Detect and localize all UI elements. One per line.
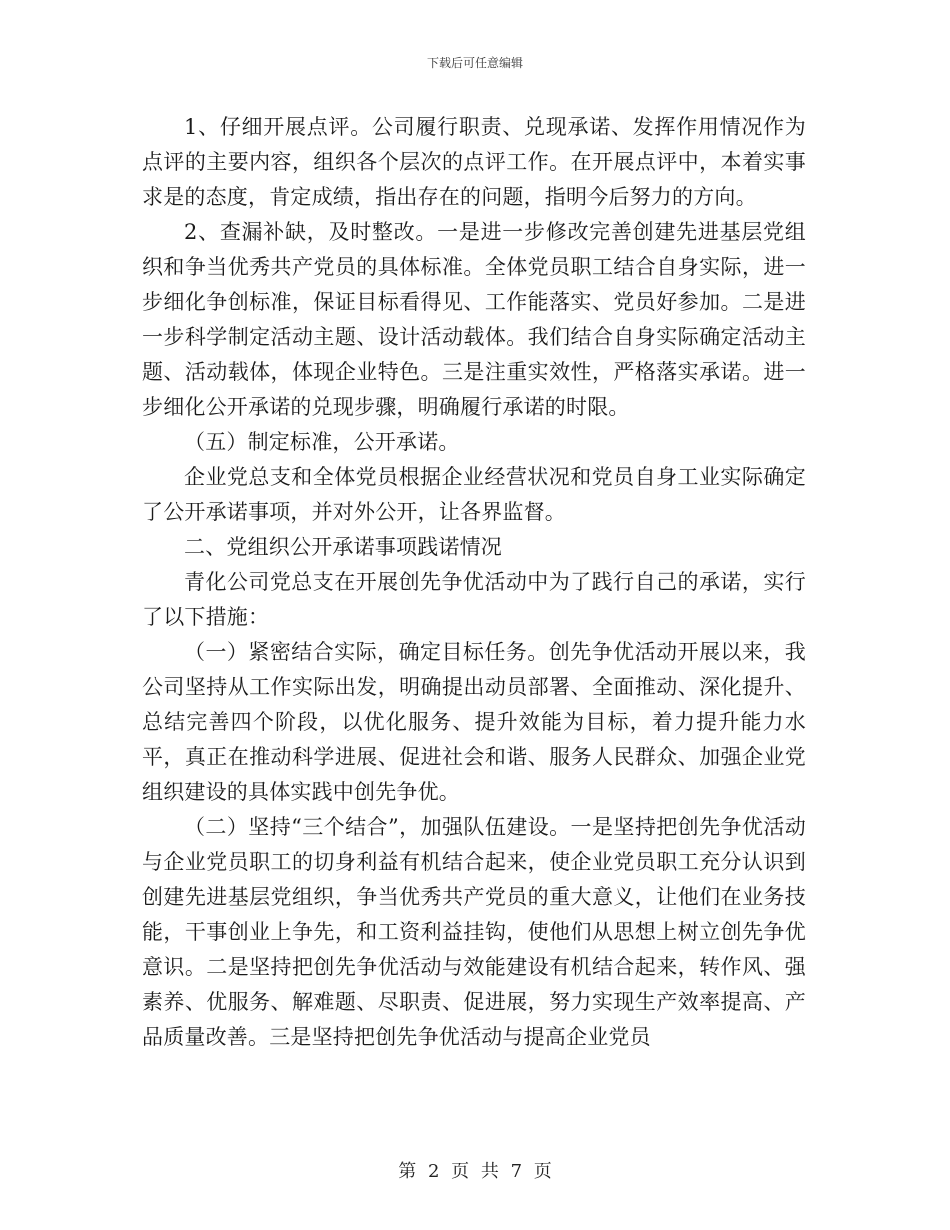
page-header-note: 下载后可任意编辑 [426,56,523,70]
page-number-footer: 第 2 页 共 7 页 [398,1161,552,1182]
document-body [142,110,806,1055]
section-heading: 二、党组织公开承诺事项践诺情况 [184,535,502,559]
paragraph: 1、仔细开展点评。公司履行职责、兑现承诺、发挥作用情况作为点评的主要内容，组织各个层次的点评工作。在开展点评中，本着实事求是的态度，肯定成绩，指出存在的问题，指明今后努力的方向。 [142,115,806,209]
paragraph: （二）坚持“三个结合”，加强队伍建设。一是坚持把创先争优活动与企业党员职工的切身利益有机结合起来，使企业党员职工充分认识到创建先进基层党组织，争当优秀共产党员的重大意义，让他们在业务技能，干事创业上争先，和工资利益挂钩，使他们从思想上树立创先争优意识。二是坚持把创先争优活动与效能建设有机结合起来，转作风、强素养、优服务、解难题、尽职责、促进展，努力实现生产效率提高、产品质量改善。三是坚持把创先争优活动与提高企业党员 [142,815,806,1049]
paragraph: 青化公司党总支在开展创先争优活动中为了践行自己的承诺，实行了以下措施： [142,570,806,629]
paragraph: 2、查漏补缺，及时整改。一是进一步修改完善创建先进基层党组织和争当优秀共产党员的具体标准。全体党员职工结合自身实际，进一步细化争创标准，保证目标看得见、工作能落实、党员好参加。二是进一步科学制定活动主题、设计活动载体。我们结合自身实际确定活动主题、活动载体，体现企业特色。三是注重实效性，严格落实承诺。进一步细化公开承诺的兑现步骤，明确履行承诺的时限。 [142,220,806,419]
paragraph: 企业党总支和全体党员根据企业经营状况和党员自身工业实际确定了公开承诺事项，并对外公开，让各界监督。 [142,465,806,524]
paragraph: （一）紧密结合实际，确定目标任务。创先争优活动开展以来，我公司坚持从工作实际出发，明确提出动员部署、全面推动、深化提升、总结完善四个阶段，以优化服务、提升效能为目标，着力提升能力水平，真正在推动科学进展、促进社会和谐、服务人民群众、加强企业党组织建设的具体实践中创先争优。 [142,640,806,804]
section-heading: （五）制定标准，公开承诺。 [184,430,460,454]
